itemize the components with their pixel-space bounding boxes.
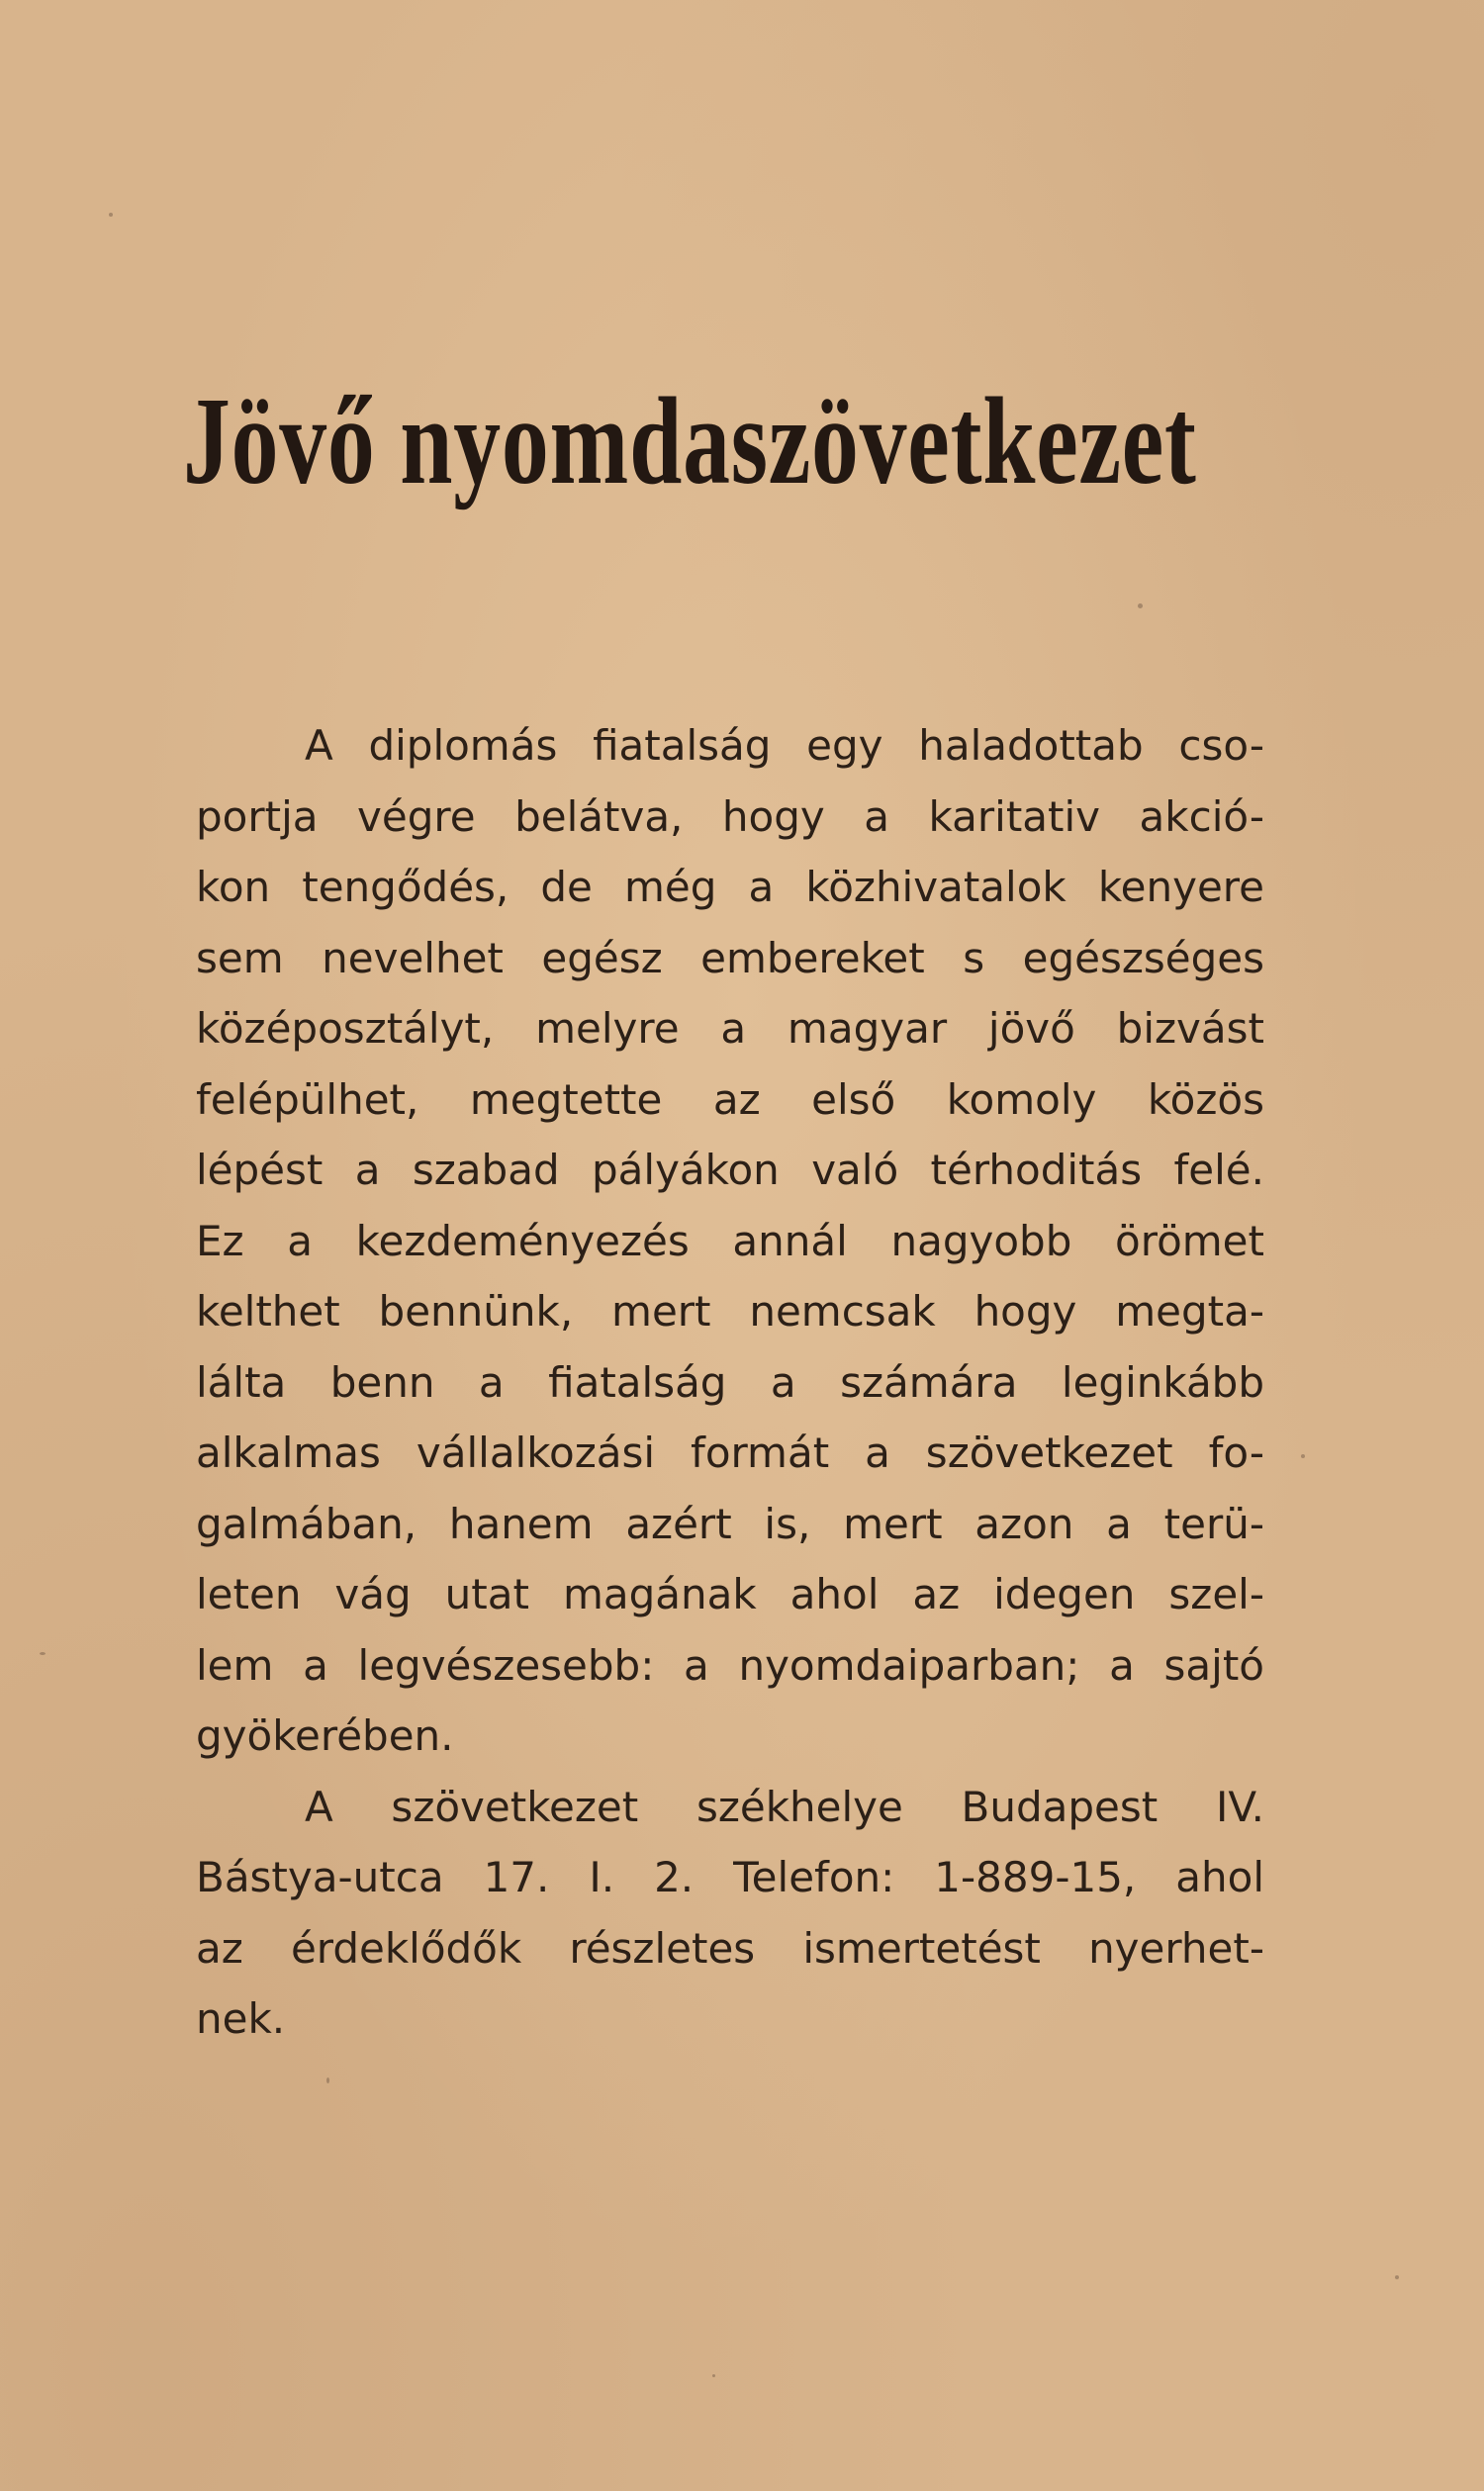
text-line: portja végre belátva, hogy a karitativ akció- (196, 791, 1264, 841)
text-line: kon tengődés, de még a közhivatalok kenyere (196, 863, 1264, 911)
text-line: nek. (196, 1994, 286, 2043)
text-line: az érdeklődők részletes ismertetést nyerhet- (196, 1923, 1264, 1973)
text-line: lálta benn a fiatalság a számára leginkább (196, 1357, 1264, 1407)
text-line: lem a legvészesebb: a nyomdaiparban; a sajtó (196, 1640, 1264, 1690)
document-title: Jövő nyomdaszövetkezet (183, 373, 1197, 510)
text-line: A diplomás fiatalság egy haladottab cso- (305, 721, 1264, 770)
text-line: középosztályt, melyre a magyar jövő bizvást (196, 1004, 1264, 1053)
paper-speck (712, 2374, 715, 2377)
text-line: sem nevelhet egész embereket s egészséges (196, 933, 1264, 982)
paper-speck (1138, 603, 1143, 608)
text-line: Ez a kezdeményezés annál nagyobb örömet (196, 1216, 1264, 1265)
text-line: galmában, hanem azért is, mert azon a terü- (196, 1499, 1264, 1548)
paragraph-intro (196, 710, 1264, 1772)
paper-speck (1395, 2275, 1399, 2279)
text-line: Bástya-utca 17. I. 2. Telefon: 1-889-15, ahol (196, 1853, 1264, 1901)
document-body (196, 710, 1264, 2055)
paper-speck (40, 1652, 46, 1655)
text-line: A szövetkezet székhelye Budapest IV. (305, 1782, 1264, 1831)
text-line: alkalmas vállalkozási formát a szövetkezet fo- (196, 1429, 1264, 1477)
text-line: felépülhet, megtette az első komoly közös (196, 1074, 1264, 1124)
paragraph-address (196, 1772, 1264, 2055)
paper-speck (326, 2077, 329, 2083)
text-line: lépést a szabad pályákon való térhoditás felé. (196, 1146, 1264, 1194)
text-line: leten vág utat magának ahol az idegen szel- (196, 1570, 1264, 1618)
text-line: kelthet bennünk, mert nemcsak hogy megta- (196, 1287, 1264, 1336)
text-line: gyökerében. (196, 1711, 454, 1760)
paper-speck (1301, 1454, 1305, 1458)
paper-speck (109, 213, 113, 217)
